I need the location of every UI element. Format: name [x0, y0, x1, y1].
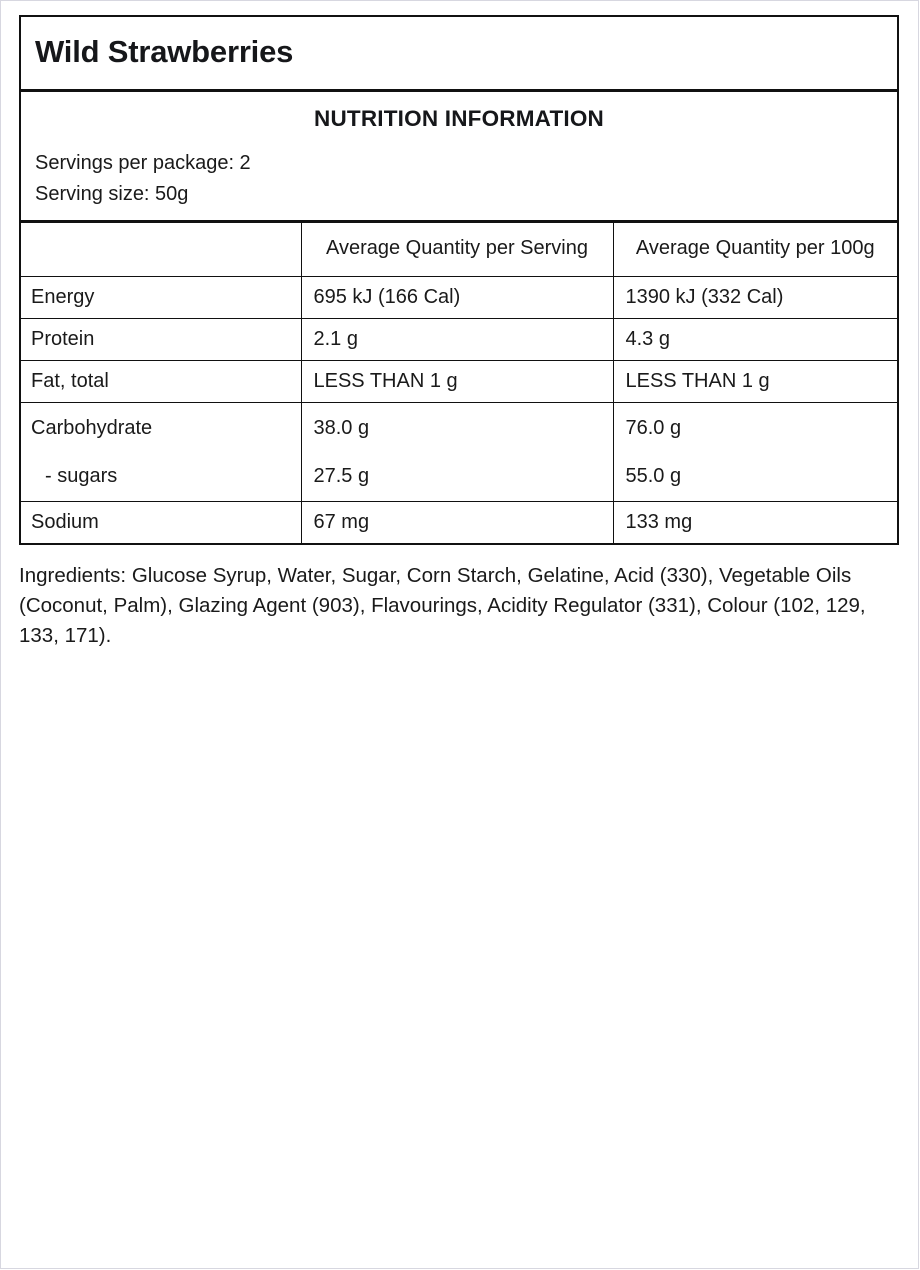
nutrient-name-fat-total: Fat, total — [21, 361, 301, 403]
nutrition-information-heading: NUTRITION INFORMATION — [314, 106, 604, 132]
column-header-nutrient — [21, 223, 301, 277]
table-row-fat-total — [21, 361, 897, 403]
column-header-per-100g: Average Quantity per 100g — [613, 223, 897, 277]
nutrition-label-sheet — [19, 15, 899, 650]
servings-per-package: Servings per package: 2 — [35, 152, 251, 175]
nutrient-name-sodium: Sodium — [21, 502, 301, 544]
nutrient-per100g-carbohydrate: 76.0 g — [625, 417, 682, 440]
product-title-block — [21, 17, 897, 92]
nutrient-per100g-sugars: 55.0 g — [625, 465, 682, 488]
nutrient-serving-sodium: 67 mg — [301, 502, 613, 544]
table-header-row — [21, 223, 897, 277]
nutrient-name-carbohydrate-group — [21, 403, 301, 502]
nutrient-per100g-carbohydrate-group — [613, 403, 897, 502]
table-row-energy — [21, 277, 897, 319]
serving-size: Serving size: 50g — [35, 183, 189, 206]
nutrient-serving-fat-total: LESS THAN 1 g — [301, 361, 613, 403]
table-row-carbohydrate-group — [21, 403, 897, 502]
nutrient-name-protein: Protein — [21, 319, 301, 361]
table-row-sodium — [21, 502, 897, 544]
nutrient-name-carbohydrate: Carbohydrate — [31, 417, 153, 440]
table-row-protein — [21, 319, 897, 361]
nutrition-table — [21, 222, 897, 543]
nip-heading-block — [21, 92, 897, 222]
nutrient-name-sugars: - sugars — [45, 465, 118, 488]
ingredients-text: Ingredients: Glucose Syrup, Water, Sugar, Corn Starch, Gelatine, Acid (330), Vegetable Oils (Coconut, Palm), Glazing Agent (903), Flavourings, Acidity Regulator (331), Colour (102, 129, 133, 171). — [19, 564, 866, 647]
nutrient-serving-carbohydrate: 38.0 g — [313, 417, 370, 440]
nutrient-per100g-fat-total: LESS THAN 1 g — [613, 361, 897, 403]
page-title: Wild Strawberries — [35, 34, 294, 69]
nutrient-per100g-energy: 1390 kJ (332 Cal) — [613, 277, 897, 319]
column-header-per-serving: Average Quantity per Serving — [301, 223, 613, 277]
nutrient-serving-sugars: 27.5 g — [313, 465, 370, 488]
nutrient-per100g-protein: 4.3 g — [613, 319, 897, 361]
nutrient-serving-energy: 695 kJ (166 Cal) — [301, 277, 613, 319]
nutrient-serving-protein: 2.1 g — [301, 319, 613, 361]
nutrient-per100g-sodium: 133 mg — [613, 502, 897, 544]
nutrient-name-energy: Energy — [21, 277, 301, 319]
nutrition-information-panel — [19, 15, 899, 545]
nutrient-serving-carbohydrate-group — [301, 403, 613, 502]
